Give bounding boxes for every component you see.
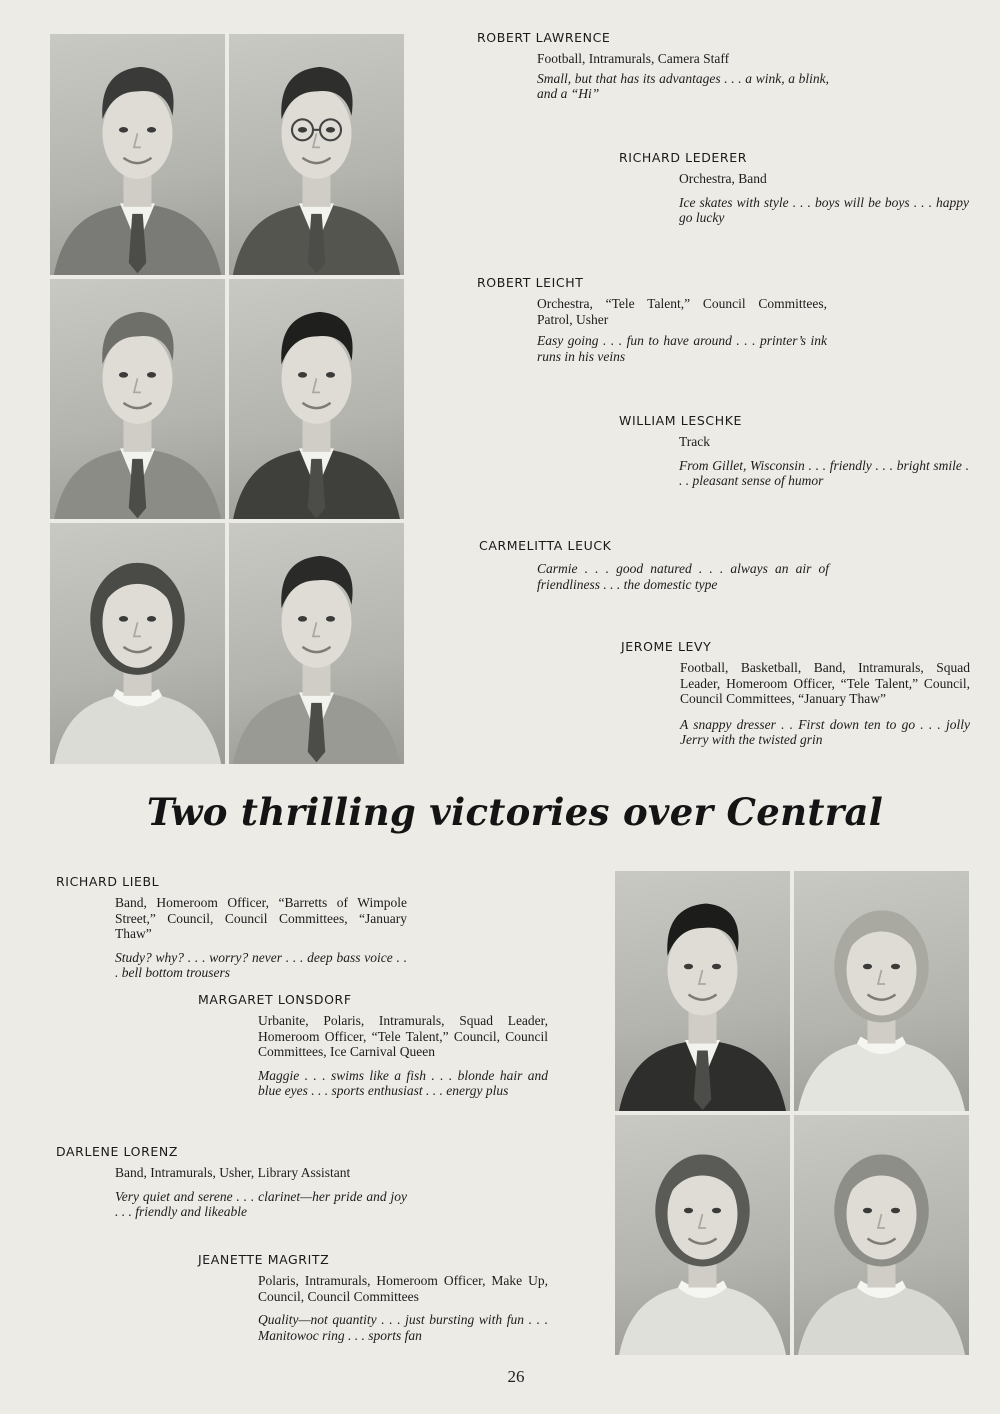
senior-entry	[56, 874, 407, 981]
senior-name: DARLENE LORENZ	[56, 1144, 178, 1159]
senior-activities: Track	[679, 434, 711, 449]
portrait-photo	[50, 279, 225, 520]
senior-quote: Quality—not quantity . . . just bursting with fun . . . Manitowoc ring . . . sports fan	[258, 1312, 548, 1343]
portrait-photo	[794, 1115, 969, 1355]
portrait-photo	[615, 871, 790, 1111]
portrait-silhouette	[50, 279, 225, 520]
senior-quote: Study? why? . . . worry? never . . . deep bass voice . . . bell bottom trousers	[115, 949, 407, 980]
senior-name: ROBERT LAWRENCE	[477, 30, 611, 45]
portrait-silhouette	[229, 279, 404, 520]
portrait-silhouette	[229, 523, 404, 764]
portrait-photo	[615, 1115, 790, 1355]
senior-quote: Very quiet and serene . . . clarinet—her pride and joy . . . friendly and likeable	[115, 1188, 407, 1219]
senior-name: ROBERT LEICHT	[477, 275, 584, 290]
portrait-photo	[50, 34, 225, 275]
senior-activities: Polaris, Intramurals, Homeroom Officer, Make Up, Council, Council Committees	[258, 1273, 548, 1304]
senior-activities: Football, Basketball, Band, Intramurals, Squad Leader, Homeroom Officer, “Tele Talent,” Council, Council Committees, “January Thaw”	[680, 660, 970, 706]
portrait-silhouette	[615, 1115, 790, 1355]
senior-quote: Maggie . . . swims like a fish . . . blonde hair and blue eyes . . . sports enthusiast . . . energy plus	[258, 1067, 548, 1098]
senior-activities: Orchestra, “Tele Talent,” Council Committees, Patrol, Usher	[537, 296, 827, 327]
senior-name: JEROME LEVY	[621, 639, 712, 654]
senior-quote: Carmie . . . good natured . . . always an air of friendliness . . . the domestic type	[537, 561, 829, 592]
senior-activities: Band, Homeroom Officer, “Barretts of Wimpole Street,” Council, Council Committees, “January Thaw”	[115, 895, 407, 941]
portrait-silhouette	[50, 523, 225, 764]
senior-entry	[477, 30, 829, 102]
portrait-photo	[229, 34, 404, 275]
senior-name: RICHARD LIEBL	[56, 874, 160, 889]
senior-activities: Football, Intramurals, Camera Staff	[537, 51, 730, 66]
senior-name: RICHARD LEDERER	[619, 150, 747, 165]
portrait-photo	[229, 523, 404, 764]
portrait-photo	[50, 523, 225, 764]
portrait-silhouette	[794, 1115, 969, 1355]
senior-name: MARGARET LONSDORF	[198, 992, 352, 1007]
top-photo-grid	[50, 34, 404, 764]
senior-entry	[619, 413, 969, 489]
senior-quote: Small, but that has its advantages . . . a wink, a blink, and a “Hi”	[537, 70, 829, 101]
senior-quote: From Gillet, Wisconsin . . . friendly . . . bright smile . . . pleasant sense of humor	[679, 457, 969, 488]
senior-entry	[198, 1252, 548, 1343]
senior-quote: A snappy dresser . . First down ten to go . . . jolly Jerry with the twisted grin	[680, 716, 970, 747]
senior-entry	[198, 992, 548, 1099]
senior-entry	[477, 275, 827, 364]
senior-entry	[479, 538, 829, 592]
senior-entry	[619, 150, 969, 226]
senior-name: WILLIAM LESCHKE	[619, 413, 742, 428]
portrait-silhouette	[50, 34, 225, 275]
page-number: 26	[507, 1367, 525, 1386]
senior-entry	[621, 639, 970, 748]
senior-activities: Band, Intramurals, Usher, Library Assistant	[115, 1165, 351, 1180]
senior-name: JEANETTE MAGRITZ	[198, 1252, 330, 1267]
portrait-silhouette	[229, 34, 404, 275]
bottom-photo-grid	[615, 871, 969, 1355]
senior-name: CARMELITTA LEUCK	[479, 538, 612, 553]
portrait-silhouette	[615, 871, 790, 1111]
senior-activities: Urbanite, Polaris, Intramurals, Squad Leader, Homeroom Officer, “Tele Talent,” Council, Council Committees, Ice Carnival Queen	[258, 1013, 548, 1059]
portrait-photo	[794, 871, 969, 1111]
senior-quote: Easy going . . . fun to have around . . . printer’s ink runs in his veins	[537, 333, 827, 364]
senior-entry	[56, 1144, 407, 1220]
senior-activities: Orchestra, Band	[679, 171, 767, 186]
page-headline: Two thrilling victories over Central	[146, 790, 884, 834]
portrait-photo	[229, 279, 404, 520]
portrait-silhouette	[794, 871, 969, 1111]
senior-quote: Ice skates with style . . . boys will be boys . . . happy go lucky	[679, 194, 969, 225]
